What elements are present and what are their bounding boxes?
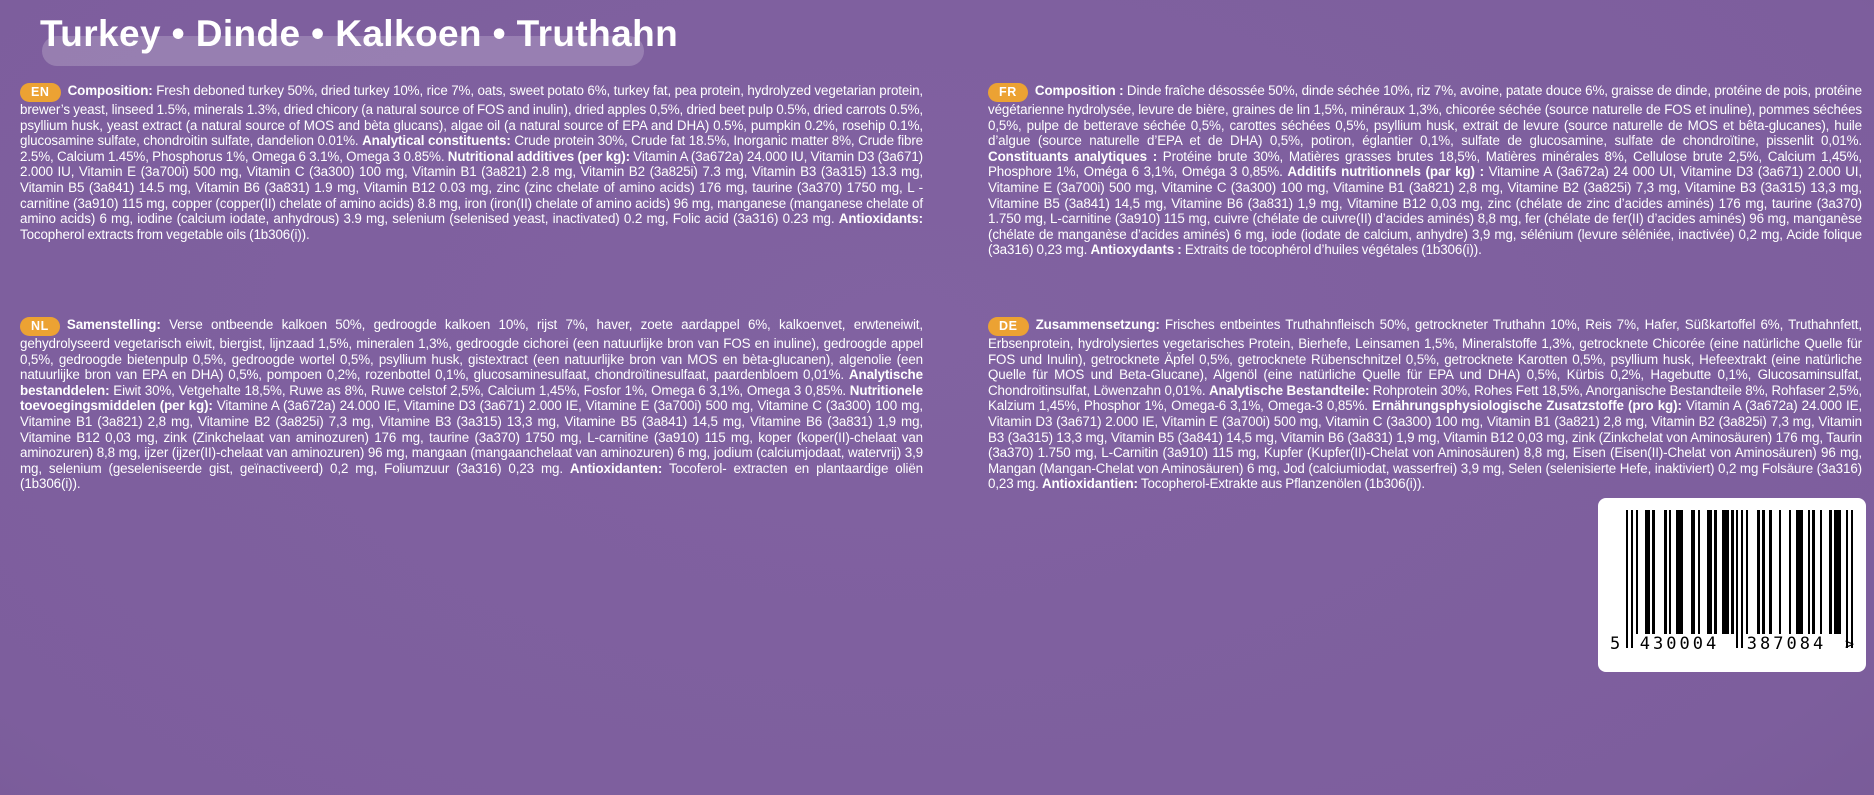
ingredients-block-de: [988, 317, 1862, 492]
ingredients-block-en: [20, 83, 923, 242]
composition-text-fr: Dinde fraîche désossée 50%, dinde séchée 10%, riz 7%, avoine, patate douce 6%, graisse de dinde, protéine de pois, protéine végétarienne hydrolysée, levure de bière, graines de lin 1,5%, minéraux 1,3%, chicorée séchée (source naturelle de FOS et inuline), pommes séchées 0,5%, pulpe de betterave séchée 0,5%, carottes séchées 0,5%, psyllium husk, extrait de levure (source naturelle de MOS et bêta-glucanes), huile d’algue (source naturelle d’EPA et de DHA) 0,5%, potiron, églantier 0,1%, sulfate de glucosamine, sulfate de chondroïtine, pissenlit 0,01%.: [988, 83, 1862, 149]
composition-label-en: Composition:: [67, 83, 153, 98]
language-badge-en: EN: [20, 83, 61, 102]
additives-label-nl: Nutritionele toevoegingsmiddelen (per kg):: [20, 382, 923, 414]
analytical-label-nl: Analytische bestanddelen:: [20, 367, 923, 398]
additives-text-en: Vitamin A (3a672a) 24.000 IU, Vitamin D3 (3a671) 2.000 IU, Vitamin E (3a700i) 500 mg, Vitamin C (3a300) 100 mg, Vitamin B1 (3a821) 2.8 mg, Vitamin B2 (3a825i) 7.3 mg, Vitamin B3 (3a315) 13.3 mg, Vitamin B5 (3a841) 14.5 mg, Vitamin B6 (3a831) 1.9 mg, Vitamin B12 0.03 mg, zinc (zinc chelate of amino acids) 176 mg, taurine (3a370) 1750 mg, L - carnitine (3a910) 115 mg, copper (copper(II) chelate of amino acids) 8.8 mg, iron (iron(II) chelate of amino acids) 96 mg, manganese (manganese chelate of amino acids) 6 mg, iodine (calcium iodate, anhydrous) 3.9 mg, selenium (selenised yeast, inactivated) 0.2 mg, Folic acid (3a316) 0.23 mg.: [20, 148, 923, 227]
barcode-digits: [1610, 634, 1854, 654]
composition-text-en: Fresh deboned turkey 50%, dried turkey 10%, rice 7%, oats, sweet potato 6%, turkey fat, pea protein, hydrolyzed vegetarian protein, brewer’s yeast, linseed 1.5%, minerals 1.3%, dried chicory (a natural source of FOS and inulin), dried apples 0,5%, dried beet pulp 0.5%, dried carrots 0.5%, psyllium husk, yeast extract (a natural source of MOS and bèta glucans), algae oil (a natural source of EPA and DHA) 0.5%, pumpkin 0.2%, rosehip 0.1%, glucosamine sulfate, chondroitin sulfate, dandelion 0.01%.: [20, 83, 923, 149]
additives-text-de: Vitamin A (3a672a) 24.000 IE, Vitamin D3 (3a671) 2.000 IE, Vitamin E (3a700i) 500 mg, Vitamin C (3a300) 100 mg, Vitamin B1 (3a821) 2,8 mg, Vitamin B2 (3a825i) 7,3 mg, Vitamin B3 (3a315) 13,3 mg, Vitamin B5 (3a841) 14,5 mg, Vitamin B6 (3a831) 1,9 mg, Vitamin B12 0,03 mg, zink (Zinkchelat von Aminosäuren) 176 mg, Taurin (3a370) 1.750 mg, L-Carnitin (3a910) 115 mg, Kupfer (Kupfer(II)-Chelat von Aminosäuren) 8,8 mg, Eisen (Eisen(II)-Chelat von Aminosäuren) 96 mg, Mangan (Mangan-Chelat von Aminosäuren) 6 mg, Jod (calciumiodat, wasserfrei) 3,9 mg, Selen (selenisierte Hefe, inaktiviert) 0,2 mg Folsäure (3a316) 0,23 mg.: [988, 398, 1862, 492]
composition-label-fr: Composition :: [1034, 83, 1124, 98]
composition-label-nl: Samenstelling:: [66, 317, 161, 332]
barcode-bars: [1626, 510, 1854, 648]
analytical-text-fr: Protéine brute 30%, Matières grasses brutes 18,5%, Matières minérales 8%, Cellulose brute 2,5%, Calcium 1,45%, Phosphore 1%, Oméga 6 3,1%, Oméga 3 0,85%.: [988, 148, 1862, 180]
analytical-text-nl: Eiwit 30%, Vetgehalte 18,5%, Ruwe as 8%, Ruwe celstof 2,5%, Calcium 1,45%, Fosfor 1%, Omega 6 3,1%, Omega 3 0,85%.: [109, 382, 850, 398]
antioxidants-label-de: Antioxidantien:: [1041, 476, 1138, 492]
language-badge-de: DE: [988, 317, 1029, 336]
page-title: Turkey • Dinde • Kalkoen • Truthahn: [40, 13, 679, 54]
composition-text-de: Frisches entbeintes Truthahnfleisch 50%, getrockneter Truthahn 10%, Reis 7%, Hafer, Süßkartoffel 6%, Truthahnfett, Erbsenprotein, hydrolysiertes vegetarisches Protein, Bierhefe, Leinsamen 1,5%, Mineralstoffe 1,3%, getrocknete Chicorée (eine natürliche Quelle für FOS und Inulin), getrocknete Äpfel 0,5%, getrocknete Rübenschnitzel 0,5%, getrocknete Karotten 0,5%, psyllium husk, Hefeextrakt (eine natürliche Quelle für MOS und Beta-Glucane), Algenöl (eine natürliche Quelle für EPA und DHA) 0,5%, Kürbis 0,2%, Hagebutte 0,1%, Glucosaminsulfat, Chondroitinsulfat, Löwenzahn 0,01%.: [988, 317, 1862, 398]
antioxidants-text-fr: Extraits de tocophérol d’huiles végétales (1b306(i)).: [1181, 242, 1482, 258]
analytical-text-de: Rohprotein 30%, Rohes Fett 18,5%, Anorganische Bestandteile 8%, Rohfaser 2,5%, Kalzium 1,45%, Phosphor 1%, Omega-6 3,1%, Omega-3 0,85%.: [988, 382, 1862, 414]
antioxidants-label-nl: Antioxidanten:: [569, 460, 663, 476]
barcode-digit-first: 5: [1610, 634, 1621, 654]
ingredients-block-nl: [20, 317, 923, 492]
barcode-digits-right-group: 387084: [1746, 634, 1827, 654]
antioxidants-text-de: Tocopherol-Extrakte aus Pflanzenölen (1b306(i)).: [1137, 476, 1425, 492]
barcode: [1598, 498, 1866, 672]
analytical-label-fr: Constituants analytiques :: [988, 148, 1158, 164]
analytical-label-de: Analytische Bestandteile:: [1208, 382, 1370, 398]
composition-text-nl: Verse ontbeende kalkoen 50%, gedroogde kalkoen 10%, rijst 7%, haver, zoete aardappel 6%, kalkoenvet, erwteneiwit, gehydrolyseerd vegetarisch eiwit, biergist, lijnzaad 1,5%, mineralen 1,3%, gedroogde cichorei (een natuurlijke bron van FOS en inuline), gedroogde appel 0,5%, gedroogde bietenpulp 0,5%, gedroogde wortel 0,5%, psyllium husk, gistextract (een natuurlijke bron van MOS en bèta-glucanen), algenolie (een natuurlijke bron van EPA en DHA) 0,5%, pompoen 0,2%, rozenbottel 0,1%, glucosaminesulfaat, chondroïtinesulfaat, paardenbloem 0,01%.: [20, 317, 923, 383]
product-title: [40, 12, 678, 56]
language-badge-fr: FR: [988, 83, 1028, 102]
antioxidants-text-en: Tocopherol extracts from vegetable oils (1b306(i)).: [20, 226, 310, 242]
additives-label-de: Ernährungsphysiologische Zusatzstoffe (pro kg):: [1371, 398, 1682, 414]
antioxidants-label-en: Antioxidants:: [838, 211, 923, 227]
additives-label-fr: Additifs nutritionnels (par kg) :: [1287, 164, 1484, 180]
additives-text-fr: Vitamine A (3a672a) 24 000 UI, Vitamine D3 (3a671) 2.000 UI, Vitamine E (3a700i) 500 mg, Vitamine C (3a300) 100 mg, Vitamine B1 (3a821) 2,8 mg, Vitamine B2 (3a825i) 7,3 mg, Vitamine B3 (3a315) 13,3 mg, Vitamine B5 (3a841) 14,5 mg, Vitamine B6 (3a831) 1,9 mg, Vitamine B12 0,03 mg, zinc (chélate de zinc d’acides aminés) 176 mg, taurine (3a370) 1.750 mg, L-carnitine (3a910) 115 mg, cuivre (chélate de cuivre(II) d’acides aminés) 8,8 mg, fer (chélate de fer(II) d’acides aminés) 96 mg, manganèse (chélate de manganèse d’acides aminés) 6 mg, iode (iodate de calcium, anhydre) 3,9 mg, sélénium (levure séléniée, inactivée) 0,2 mg, Acide folique (3a316) 0,23 mg.: [988, 164, 1862, 258]
barcode-quiet-zone-arrow: >: [1844, 635, 1854, 653]
barcode-digits-left-group: 430004: [1639, 634, 1720, 654]
antioxidants-label-fr: Antioxydants :: [1090, 242, 1182, 258]
composition-label-de: Zusammensetzung:: [1035, 317, 1160, 332]
language-badge-nl: NL: [20, 317, 60, 336]
antioxidants-text-nl: Tocoferol- extracten en plantaardige oliën (1b306(i)).: [20, 460, 923, 492]
barcode-inner: [1610, 510, 1854, 654]
additives-label-en: Nutritional additives (per kg):: [447, 148, 630, 164]
analytical-label-en: Analytical constituents:: [362, 133, 511, 149]
analytical-text-en: Crude protein 30%, Crude fat 18.5%, Inorganic matter 8%, Crude fibre 2.5%, Calcium 1.45%, Phosphorus 1%, Omega 6 3.1%, Omega 3 0.85%.: [20, 133, 923, 164]
additives-text-nl: Vitamine A (3a672a) 24.000 IE, Vitamine D3 (3a671) 2.000 IE, Vitamine E (3a700i) 500 mg, Vitamine C (3a300) 100 mg, Vitamine B1 (3a821) 2,8 mg, Vitamine B2 (3a825i) 7,3 mg, Vitamine B3 (3a315) 13,3 mg, Vitamine B5 (3a841) 14,5 mg, Vitamine B6 (3a831) 1,9 mg, Vitamine B12 0,03 mg, zink (Zinkchelaat van aminozuren) 176 mg, taurine (3a370) 1750 mg, L-carnitine (3a910) 115 mg, koper (koper(II)-chelaat van aminozuren) 8,8 mg, ijzer (ijzer(II)-chelaat van aminozuren) 96 mg, mangaan (mangaanchelaat van aminozuren) 6 mg, jodium (calciumjodaat, watervrij) 3,9 mg, selenium (geseleniseerde gist, geïnactiveerd) 0,2 mg, Foliumzuur (3a316) 0,23 mg.: [20, 398, 923, 476]
ingredients-block-fr: [988, 83, 1862, 258]
